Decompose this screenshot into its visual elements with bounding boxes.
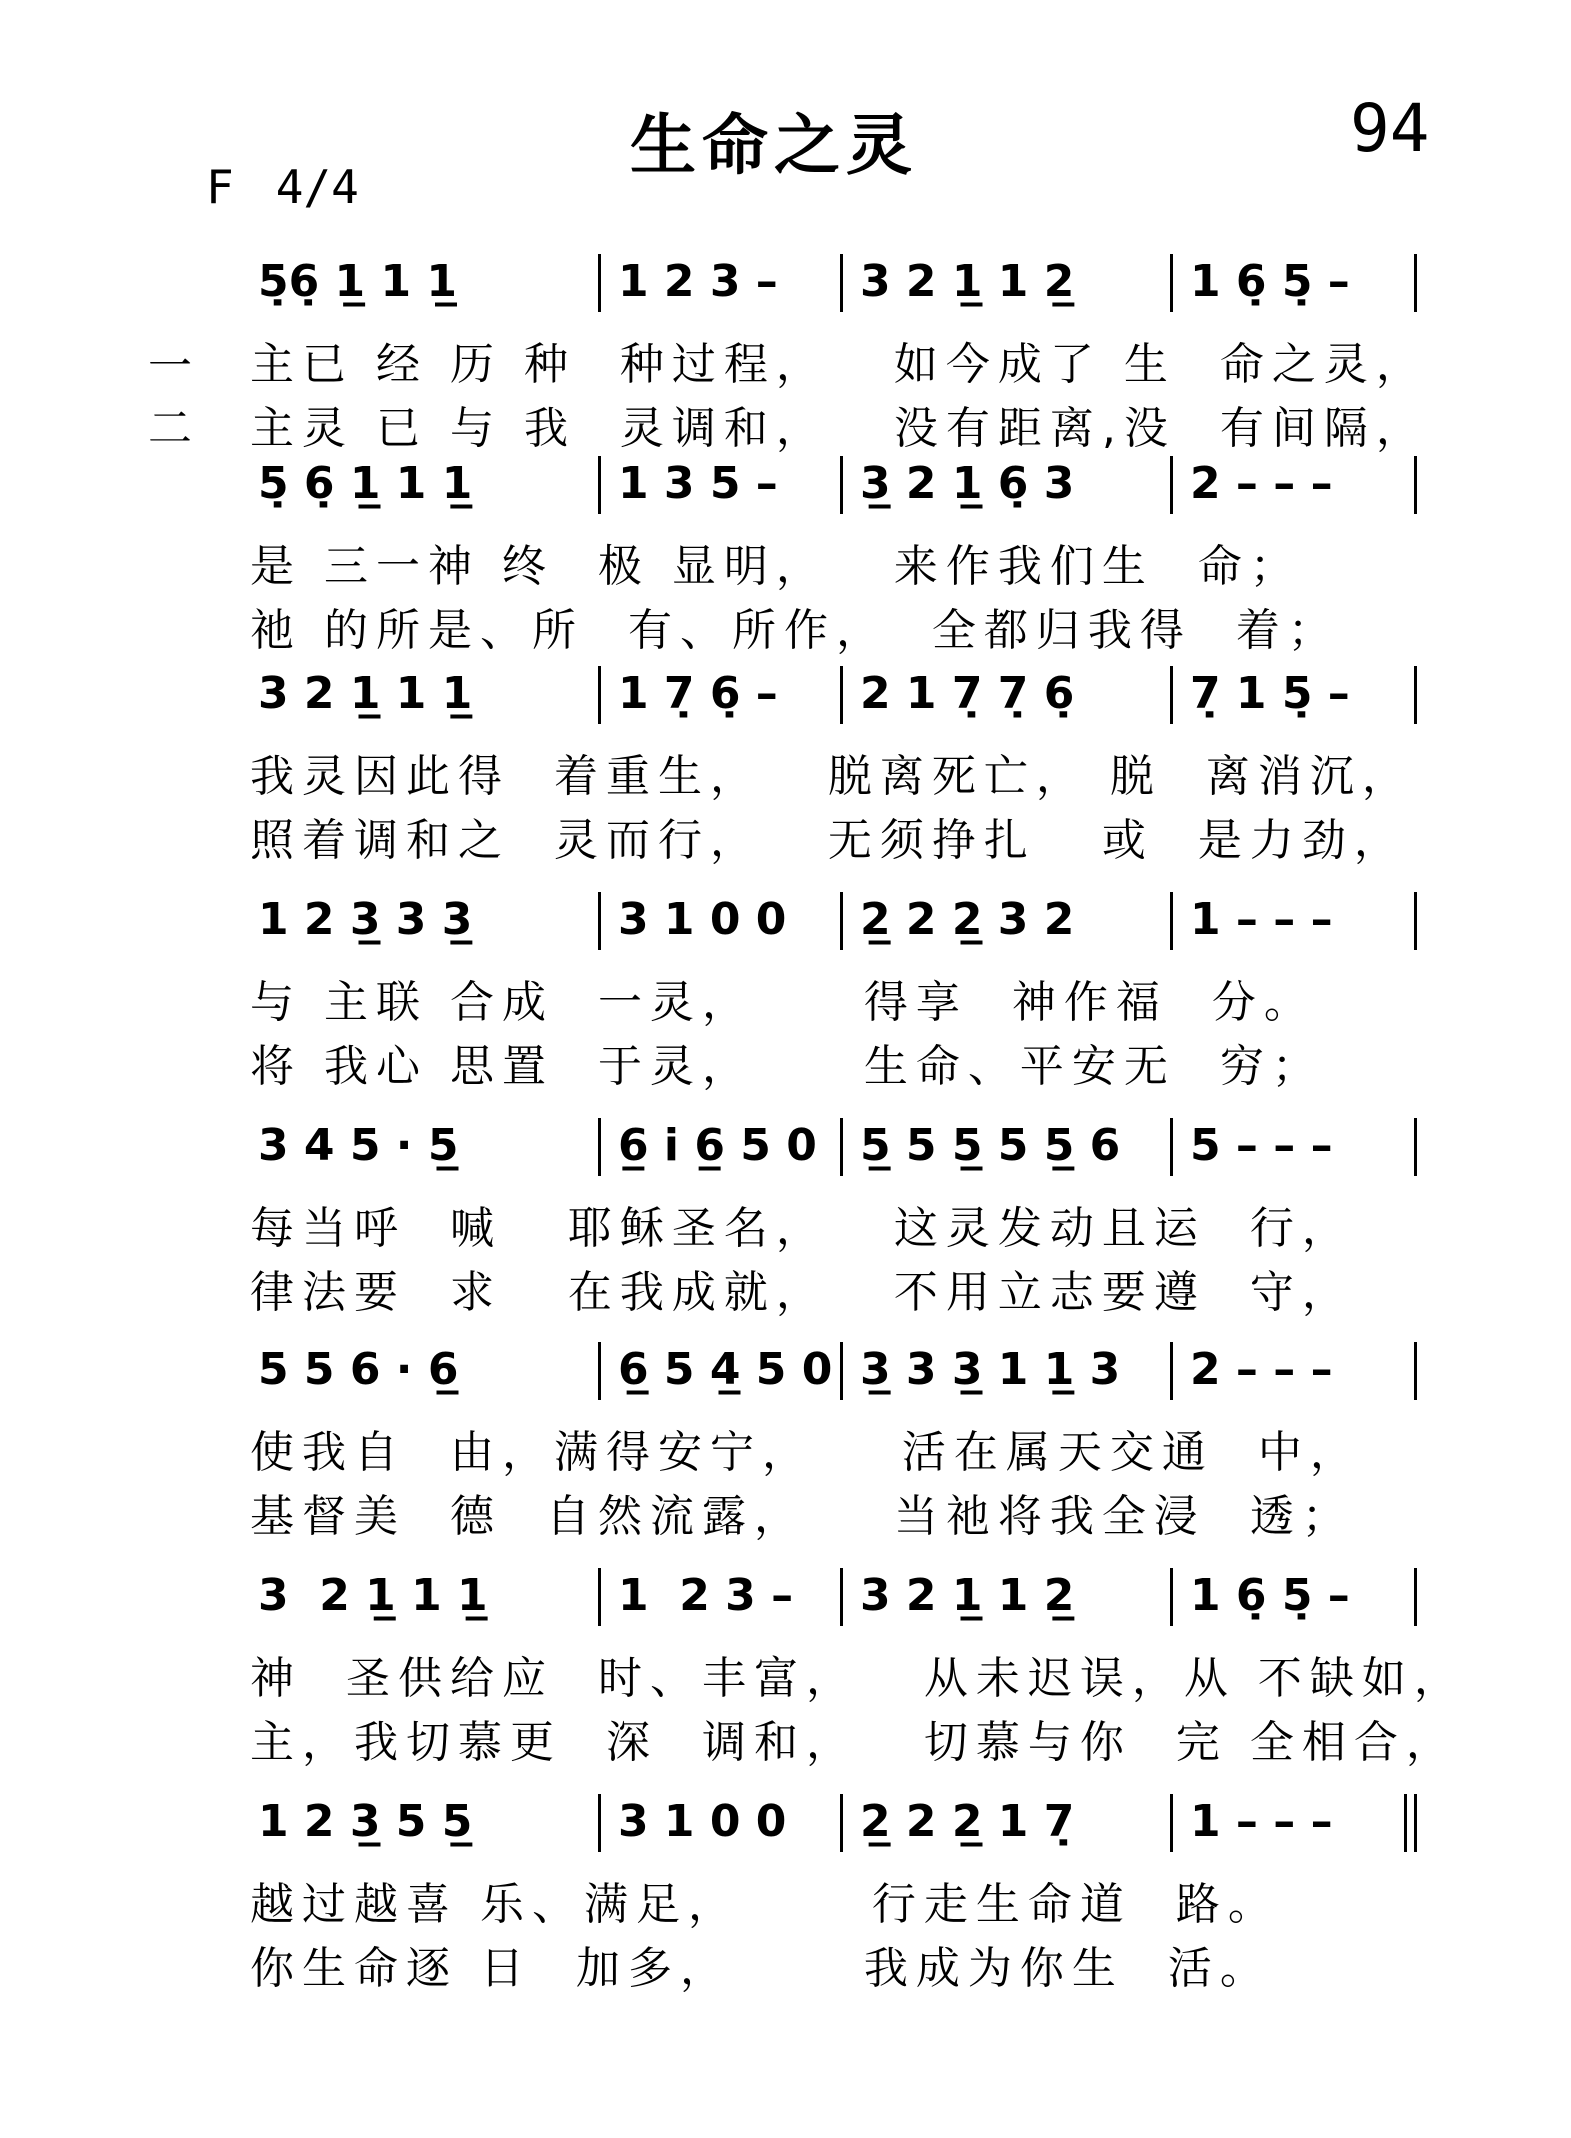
stanza-label-1: 一 [148,341,192,392]
bar-line [840,456,843,514]
bar-line [840,892,843,950]
measure: 1 – – – [1190,894,1333,945]
bar-line [1170,892,1173,950]
bar-line [1414,1568,1417,1626]
measure: 1 – – – [1190,1796,1333,1847]
hymn-title: 生命之灵 [630,107,918,184]
lyric-verse-1: 使我自 由，满得安宁， 活在属天交通 中， [250,1427,1362,1478]
measure: 1 2 3 – [618,256,778,307]
bar-line [1414,456,1417,514]
stanza-label-2: 二 [148,403,192,454]
lyric-verse-2: 你生命逐 日 加多， 我成为你生 活。 [250,1943,1272,1994]
measure: 6̲ i 6̲ 5 0 [618,1120,817,1171]
lyric-verse-1: 与 主联 合成 一灵， 得享 神作福 分。 [250,977,1316,1028]
bar-line [840,1568,843,1626]
lyric-verse-2: 将 我心 思置 于灵， 生命、平安无 穷； [250,1041,1324,1092]
bar-line [598,1342,601,1400]
bar-line [840,666,843,724]
measure: 3 2 1̲ 1 1̲ [258,1570,488,1621]
final-bar-line [1404,1794,1407,1852]
lyric-verse-1: 是 三一神 终 极 显明， 来作我们生 命； [250,541,1302,592]
lyric-verse-2: 基督美 德 自然流露， 当祂将我全浸 透； [250,1491,1354,1542]
measure: 7̣ 1 5̣ – [1190,668,1350,719]
bar-line [598,254,601,312]
bar-line [1414,1118,1417,1176]
lyric-verse-1: 主已 经 历 种 种过程， 如今成了 生 命之灵， [250,339,1428,390]
bar-line [840,1794,843,1852]
measure: 1 6̣ 5̣ – [1190,256,1350,307]
measure: 5̲ 5 5̲ 5 5̲ 6 [860,1120,1121,1171]
measure: 1 6̣ 5̣ – [1190,1570,1350,1621]
bar-line [1170,666,1173,724]
lyric-verse-2: 祂 的所是、所 有、所作， 全都归我得 着； [250,605,1340,656]
bar-line [598,666,601,724]
measure: 1 2 3̲ 3 3̲ [258,894,473,945]
lyric-verse-1: 我灵因此得 着重生， 脱离死亡， 脱 离消沉， [250,751,1414,802]
measure: 2 – – – [1190,458,1333,509]
measure: 5̣6̣ 1̲ 1 1̲ [258,256,458,307]
measure: 5 5 6 · 6̲ [258,1344,459,1395]
key-label: F [206,160,234,214]
measure: 1 7̣ 6̣ – [618,668,778,719]
bar-line [1414,1794,1417,1852]
lyric-verse-2: 照着调和之 灵而行， 无须挣扎 或 是力劲， [250,815,1406,866]
bar-line [598,892,601,950]
bar-line [840,1118,843,1176]
measure: 1 3 5 – [618,458,778,509]
measure: 2̲ 2 2̲ 1 7̣ [860,1796,1075,1847]
bar-line [1170,456,1173,514]
lyric-verse-1: 每当呼 喊 耶稣圣名， 这灵发动且运 行， [250,1203,1354,1254]
bar-line [840,1342,843,1400]
measure: 3 2 1̲ 1 2̲ [860,256,1075,307]
measure: 3 2 1̲ 1 1̲ [258,668,473,719]
measure: 5̣ 6̣ 1̲ 1 1̲ [258,458,473,509]
lyric-verse-2: 律法要 求 在我成就， 不用立志要遵 守， [250,1267,1354,1318]
bar-line [1414,892,1417,950]
bar-line [1170,1794,1173,1852]
measure: 2̲ 2 2̲ 3 2 [860,894,1075,945]
bar-line [598,1568,601,1626]
bar-line [840,254,843,312]
measure: 3 2 1̲ 1 2̲ [860,1570,1075,1621]
bar-line [598,456,601,514]
bar-line [1170,254,1173,312]
measure: 3 1 0 0 [618,1796,787,1847]
bar-line [598,1118,601,1176]
bar-line [1414,254,1417,312]
hymn-number: 94 [1350,90,1430,167]
measure: 3 4 5 · 5̲ [258,1120,459,1171]
key-signature [206,160,401,214]
lyric-verse-2: 主，我切慕更 深 调和， 切慕与你 完 全相合， [250,1717,1458,1768]
measure: 6̲ 5 4̲ 5 0 [618,1344,833,1395]
lyric-verse-1: 越过越喜 乐、满足， 行走生命道 路。 [250,1879,1280,1930]
bar-line [1170,1342,1173,1400]
measure: 2 – – – [1190,1344,1333,1395]
measure: 2 1 7̣ 7̣ 6̣ [860,668,1075,719]
lyric-verse-2: 主灵 已 与 我 灵调和， 没有距离,没 有间隔， [250,403,1428,454]
measure: 5 – – – [1190,1120,1333,1171]
measure: 3̲ 2 1̲ 6̣ 3 [860,458,1075,509]
measure: 1 2 3 – [618,1570,794,1621]
bar-line [1170,1568,1173,1626]
bar-line [598,1794,601,1852]
measure: 3 1 0 0 [618,894,787,945]
time-signature: 4/4 [275,160,359,214]
lyric-verse-1: 神 圣供给应 时、丰富， 从未迟误，从 不缺如， [250,1653,1466,1704]
bar-line [1414,1342,1417,1400]
bar-line [1414,666,1417,724]
bar-line [1170,1118,1173,1176]
measure: 1 2 3̲ 5 5̲ [258,1796,473,1847]
measure: 3̲ 3 3̲ 1 1̲ 3 [860,1344,1121,1395]
